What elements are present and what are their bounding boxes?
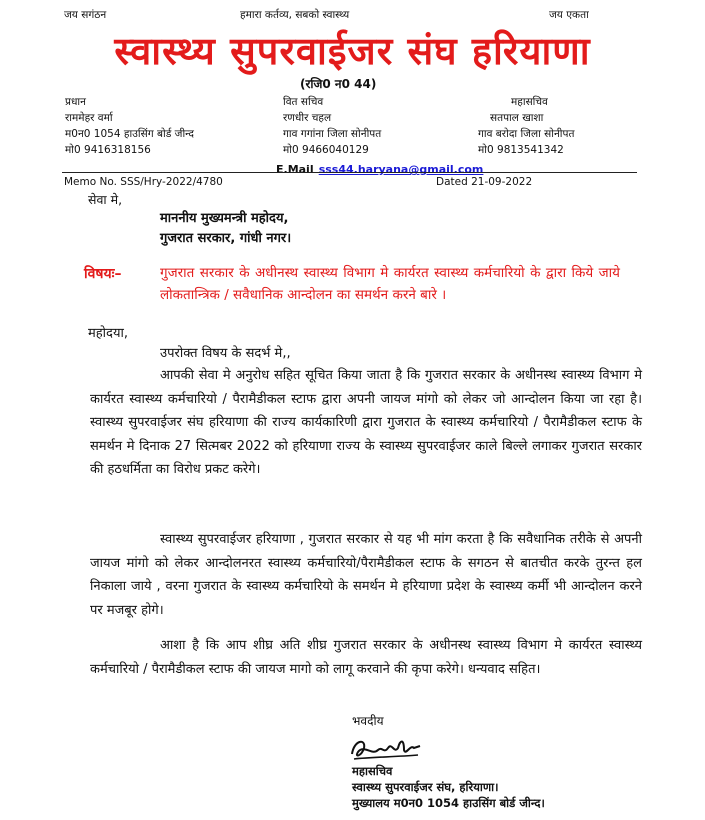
president-address: म0न0 1054 हाउसिंग बोर्ड जीन्द bbox=[65, 128, 194, 140]
header-divider bbox=[62, 172, 637, 173]
finance-secretary-mobile: मो0 9466040129 bbox=[283, 144, 369, 156]
finance-secretary-name: रणधीर चहल bbox=[283, 112, 332, 124]
closing: भवदीय bbox=[352, 714, 384, 728]
email-link[interactable]: sss44.haryana@gmail.com bbox=[318, 163, 484, 176]
memo-date: Dated 21-09-2022 bbox=[436, 176, 533, 188]
body-paragraph-3-text: आशा है कि आप शीघ्र अति शीघ्र गुजरात सरकार के अधीनस्थ स्वास्थ्य विभाग मे कार्यरत स्वास्थ्य कर्मचारियो / पैरामैडीकल स्टाफ की जायज मागो को लागू करवाने की कृपा करेगे। धन्यवाद सहित। bbox=[90, 638, 642, 677]
left-slogan: जय सगंठन bbox=[64, 9, 107, 21]
registration-number: (रजि0 न0 44) bbox=[300, 77, 377, 91]
body-paragraph-2 bbox=[90, 528, 642, 622]
body-paragraph-1-text: आपकी सेवा मे अनुरोध सहित सूचित किया जाता है कि गुजरात सरकार के अधीनस्थ स्वास्थ्य विभाग मे कार्यरत स्वास्थ्य कर्मचारियो / पैरामैडीकल स्टाफ द्वारा अपनी जायज मांगो को लेकर जो आन्दोलन किया जा रहा है। स्वास्थ्य सुपरवाईजर संघ हरियाणा की राज्य कार्यकारिणी द्वारा गुजरात के स्वास्थ्य कर्मचारियो / पैरामैडीकल स्टाफ के समर्थन मे दिनाक 27 सित्मबर 2022 को हरियाणा राज्य के स्वास्थ्य सुपरवाईजर काले बिल्ले लगाकर गुजरात सरकार की हठधर्मिता का विरोध प्रकट करेगे। bbox=[90, 368, 642, 477]
salutation: महोदया, bbox=[88, 326, 128, 341]
president-role: प्रधान bbox=[65, 96, 86, 108]
signatory-title: महासचिव bbox=[352, 764, 393, 778]
general-secretary-name: सतपाल खाशा bbox=[490, 112, 544, 124]
signatory-org: स्वास्थ्य सुपरवाईजर संघ, हरियाणा। bbox=[352, 780, 499, 794]
right-slogan: जय एकता bbox=[549, 9, 589, 21]
general-secretary-mobile: मो0 9813541342 bbox=[478, 144, 564, 156]
org-title: स्वास्थ्य सुपरवाईजर संघ हरियाणा bbox=[114, 29, 591, 73]
email-label: E.Mail bbox=[276, 163, 314, 176]
president-name: राममेहर वर्मा bbox=[65, 112, 113, 124]
addressee-line2: गुजरात सरकार, गांधी नगर। bbox=[160, 231, 292, 246]
addressee-line1: माननीय मुख्यमन्त्री महोदय, bbox=[160, 211, 289, 226]
subject-label: विषयः– bbox=[84, 266, 122, 282]
signatory-office: मुख्यालय म0न0 1054 हाउसिंग बोर्ड जीन्द। bbox=[352, 796, 545, 810]
finance-secretary-role: वित सचिव bbox=[283, 96, 324, 108]
reference-line: उपरोक्त विषय के सदर्भ मे,, bbox=[160, 346, 291, 361]
email-line bbox=[276, 158, 483, 177]
general-secretary-role: महासचिव bbox=[511, 96, 548, 108]
body-paragraph-1 bbox=[90, 364, 642, 482]
body-paragraph-3 bbox=[90, 634, 642, 681]
to-prefix: सेवा मे, bbox=[88, 192, 123, 207]
finance-secretary-address: गाव गगांना जिला सोनीपत bbox=[283, 128, 382, 140]
center-slogan: हमारा कर्तव्य, सबको स्वास्थ्य bbox=[240, 9, 350, 21]
general-secretary-address: गाव बरोदा जिला सोनीपत bbox=[478, 128, 575, 140]
memo-number: Memo No. SSS/Hry-2022/4780 bbox=[64, 176, 223, 188]
president-mobile: मो0 9416318156 bbox=[65, 144, 151, 156]
body-paragraph-2-text: स्वास्थ्य सुपरवाईजर हरियाणा , गुजरात सरकार से यह भी मांग करता है कि सवैधानिक तरीके से अपनी जायज मांगो को लेकर आन्दोलनरत स्वास्थ्य कर्मचारियो/पैरामैडीकल स्टाफ के सगठन से बातचीत करके तुरन्त हल निकाला जाये , वरना गुजरात के स्वास्थ्य कर्मचारियो के समर्थन मे हरियाणा प्रदेश के स्वास्थ्य कर्मी भी आन्दोलन करने पर मजबूर होगे। bbox=[90, 532, 642, 618]
handwritten-signature bbox=[348, 730, 428, 764]
subject-text: गुजरात सरकार के अधीनस्थ स्वास्थ्य विभाग मे कार्यरत स्वास्थ्य कर्मचारियो के द्वारा किये जाये लोकतान्त्रिक / सवैधानिक आन्दोलन का समर्थन करने बारे । bbox=[160, 265, 620, 303]
